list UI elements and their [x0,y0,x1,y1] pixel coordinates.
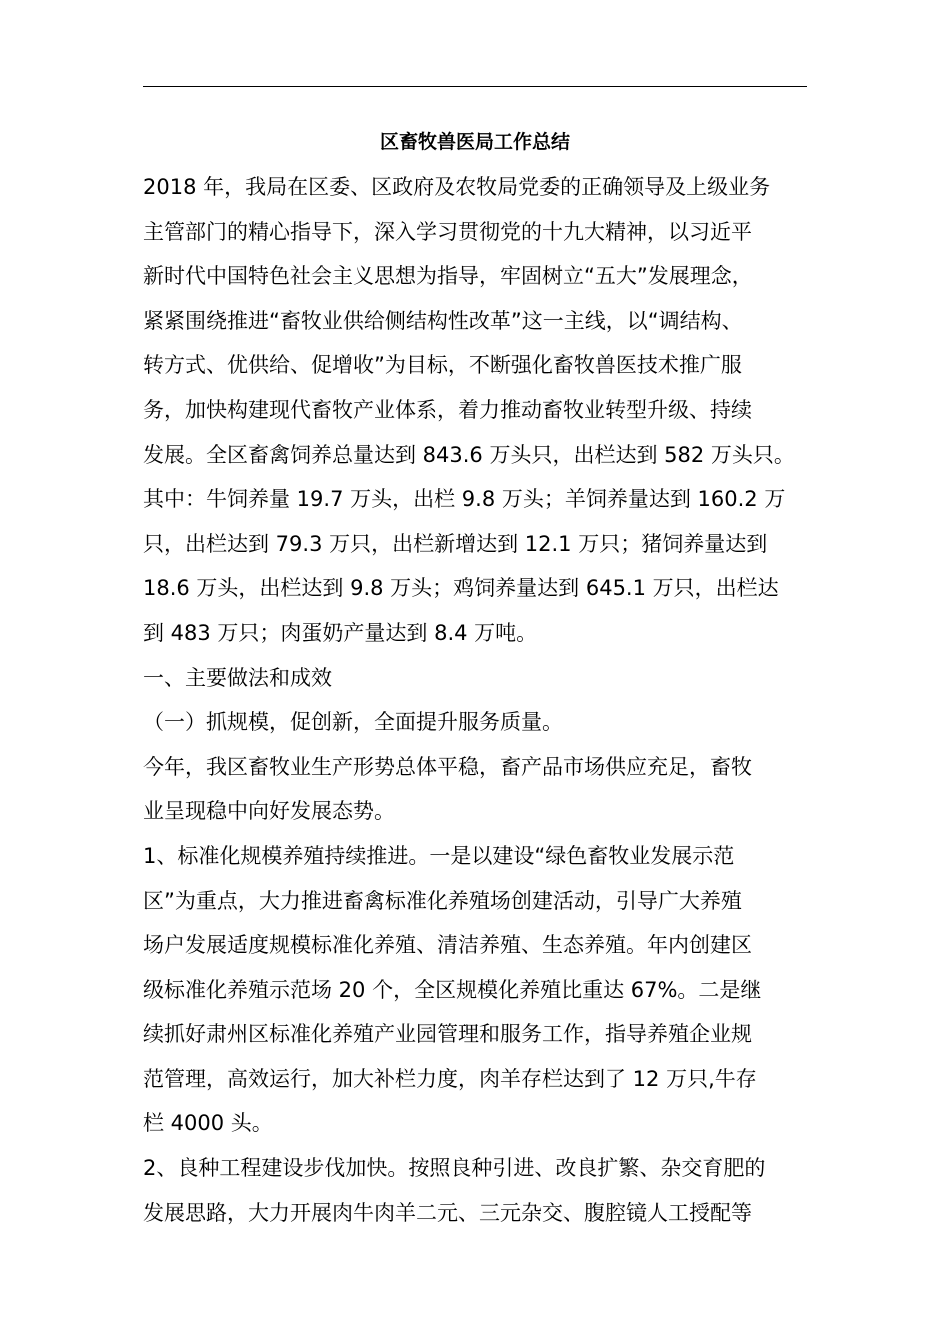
text-line: 其中：牛饲养量 19.7 万头，出栏 9.8 万头；羊饲养量达到 160.2 万 [143,487,786,512]
subsection-heading: （一）抓规模，促创新，全面提升服务质量。 [143,710,563,735]
text-line: 务，加快构建现代畜牧产业体系，着力推动畜牧业转型升级、持续 [143,397,752,422]
text-line: 2、良种工程建设步伐加快。按照良种引进、改良扩繁、杂交育肥的 [143,1156,766,1181]
text-line: 转方式、优供给、促增收”为目标，不断强化畜牧兽医技术推广服 [143,353,742,378]
text-line: 主管部门的精心指导下，深入学习贯彻党的十九大精神，以习近平 [143,219,752,244]
text-line: 场户发展适度规模标准化养殖、清洁养殖、生态养殖。年内创建区 [143,933,752,958]
text-line: 1、标准化规模养殖持续推进。一是以建设“绿色畜牧业发展示范 [143,843,735,868]
document-body [143,165,807,1235]
header-rule [143,86,807,87]
document-title: 区畜牧兽医局工作总结 [379,131,570,153]
text-line: 今年，我区畜牧业生产形势总体平稳，畜产品市场供应充足，畜牧 [143,754,752,779]
text-line: 2018 年，我局在区委、区政府及农牧局党委的正确领导及上级业务 [143,175,771,199]
text-line: 18.6 万头，出栏达到 9.8 万头；鸡饲养量达到 645.1 万只，出栏达 [143,576,779,601]
text-line: 新时代中国特色社会主义思想为指导，牢固树立“五大”发展理念， [143,264,753,289]
text-line: 区”为重点，大力推进畜禽标准化养殖场创建活动，引导广大养殖 [143,888,742,913]
text-line: 发展思路，大力开展肉牛肉羊二元、三元杂交、腹腔镜人工授配等 [143,1200,752,1225]
text-line: 栏 4000 头。 [143,1111,273,1136]
text-line: 范管理，高效运行，加大补栏力度，肉羊存栏达到了 12 万只,牛存 [143,1066,757,1091]
text-line: 只，出栏达到 79.3 万只，出栏新增达到 12.1 万只；猪饲养量达到 [143,531,768,556]
text-line: 续抓好肃州区标准化养殖产业园管理和服务工作，指导养殖企业规 [143,1022,752,1047]
text-line: 级标准化养殖示范场 20 个，全区规模化养殖比重达 67%。二是继 [143,977,762,1002]
text-line: 发展。全区畜禽饲养总量达到 843.6 万头只，出栏达到 582 万头只。 [143,442,795,467]
text-line: 业呈现稳中向好发展态势。 [143,799,395,824]
text-line: 到 483 万只；肉蛋奶产量达到 8.4 万吨。 [143,620,538,645]
section-heading: 一、主要做法和成效 [143,665,332,690]
text-line: 紧紧围绕推进“畜牧业供给侧结构性改革”这一主线，以“调结构、 [143,308,743,333]
